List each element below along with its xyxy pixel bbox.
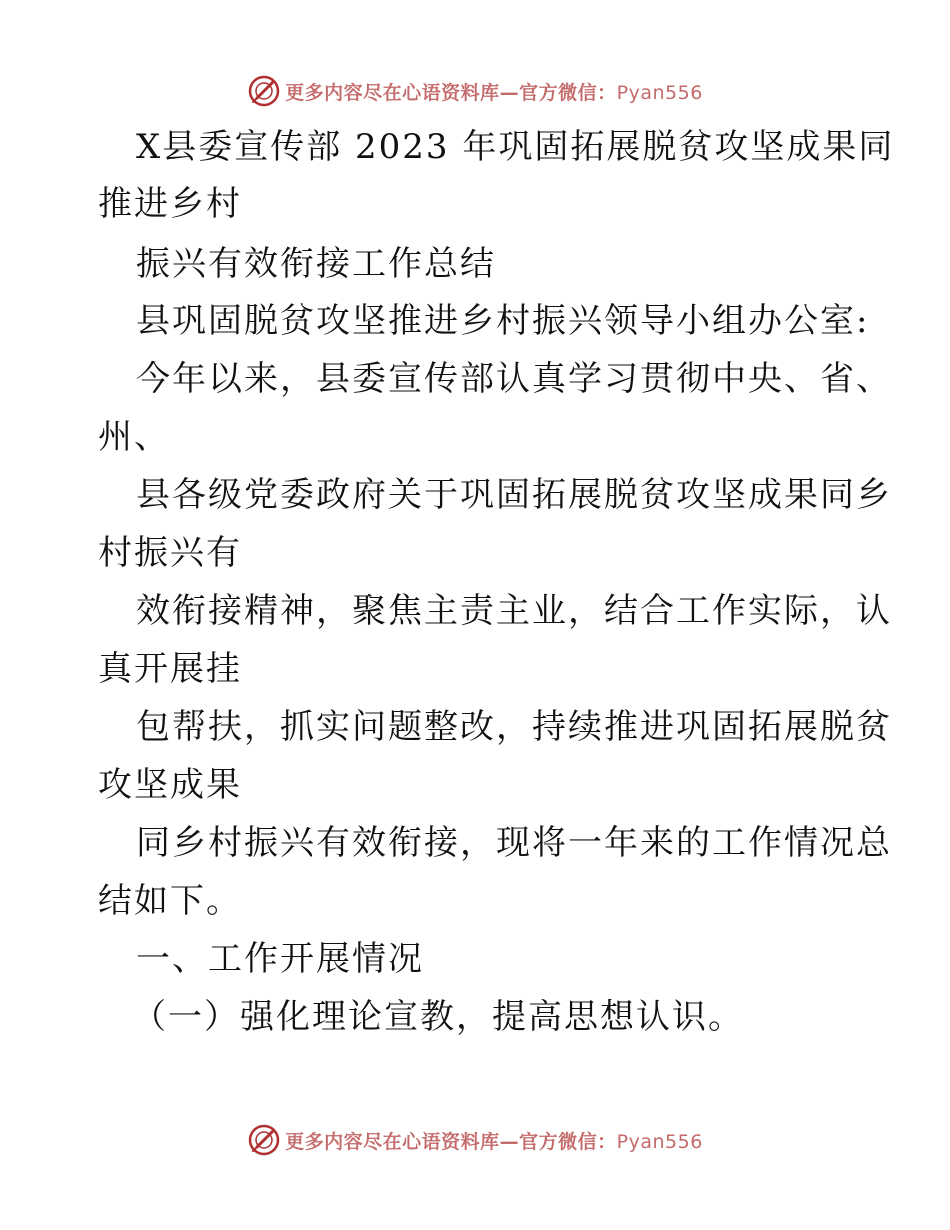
- paragraph-line: 攻坚成果: [98, 765, 242, 805]
- circular-seal-logo-icon: [247, 1123, 281, 1157]
- watermark-label: 更多内容尽在心语资料库—官方微信：: [285, 1130, 617, 1153]
- watermark-banner-top: [0, 71, 950, 111]
- watermark-label: 更多内容尽在心语资料库—官方微信：: [285, 81, 617, 104]
- watermark-text: [285, 78, 703, 105]
- circular-seal-logo-icon: [247, 74, 281, 108]
- addressee-line: 县巩固脱贫攻坚推进乡村振兴领导小组办公室:: [136, 301, 870, 341]
- watermark-wechat-id: Pyan556: [616, 81, 703, 104]
- document-title-line-2: 推进乡村: [98, 184, 242, 224]
- document-title-line-3: 振兴有效衔接工作总结: [136, 244, 496, 284]
- paragraph-line: 县各级党委政府关于巩固拓展脱贫攻坚成果同乡: [136, 475, 892, 515]
- subsection-heading: （一）强化理论宣教，提高思想认识。: [132, 997, 744, 1037]
- watermark-wechat-id: Pyan556: [616, 1130, 703, 1153]
- paragraph-line: 效衔接精神，聚焦主责主业，结合工作实际，认: [136, 591, 892, 631]
- paragraph-line: 包帮扶，抓实问题整改，持续推进巩固拓展脱贫: [136, 707, 892, 747]
- paragraph-line: 今年以来，县委宣传部认真学习贯彻中央、省、: [136, 359, 892, 399]
- paragraph-line: 结如下。: [98, 881, 242, 921]
- watermark-banner-bottom: [0, 1120, 950, 1160]
- paragraph-line: 真开展挂: [98, 649, 242, 689]
- paragraph-line: 村振兴有: [98, 533, 242, 573]
- paragraph-line: 同乡村振兴有效衔接，现将一年来的工作情况总: [136, 823, 892, 863]
- document-title-line-1: X县委宣传部 2023 年巩固拓展脱贫攻坚成果同: [136, 127, 895, 167]
- paragraph-line: 州、: [98, 417, 170, 457]
- section-heading: 一、工作开展情况: [136, 939, 424, 979]
- watermark-text: [285, 1127, 703, 1154]
